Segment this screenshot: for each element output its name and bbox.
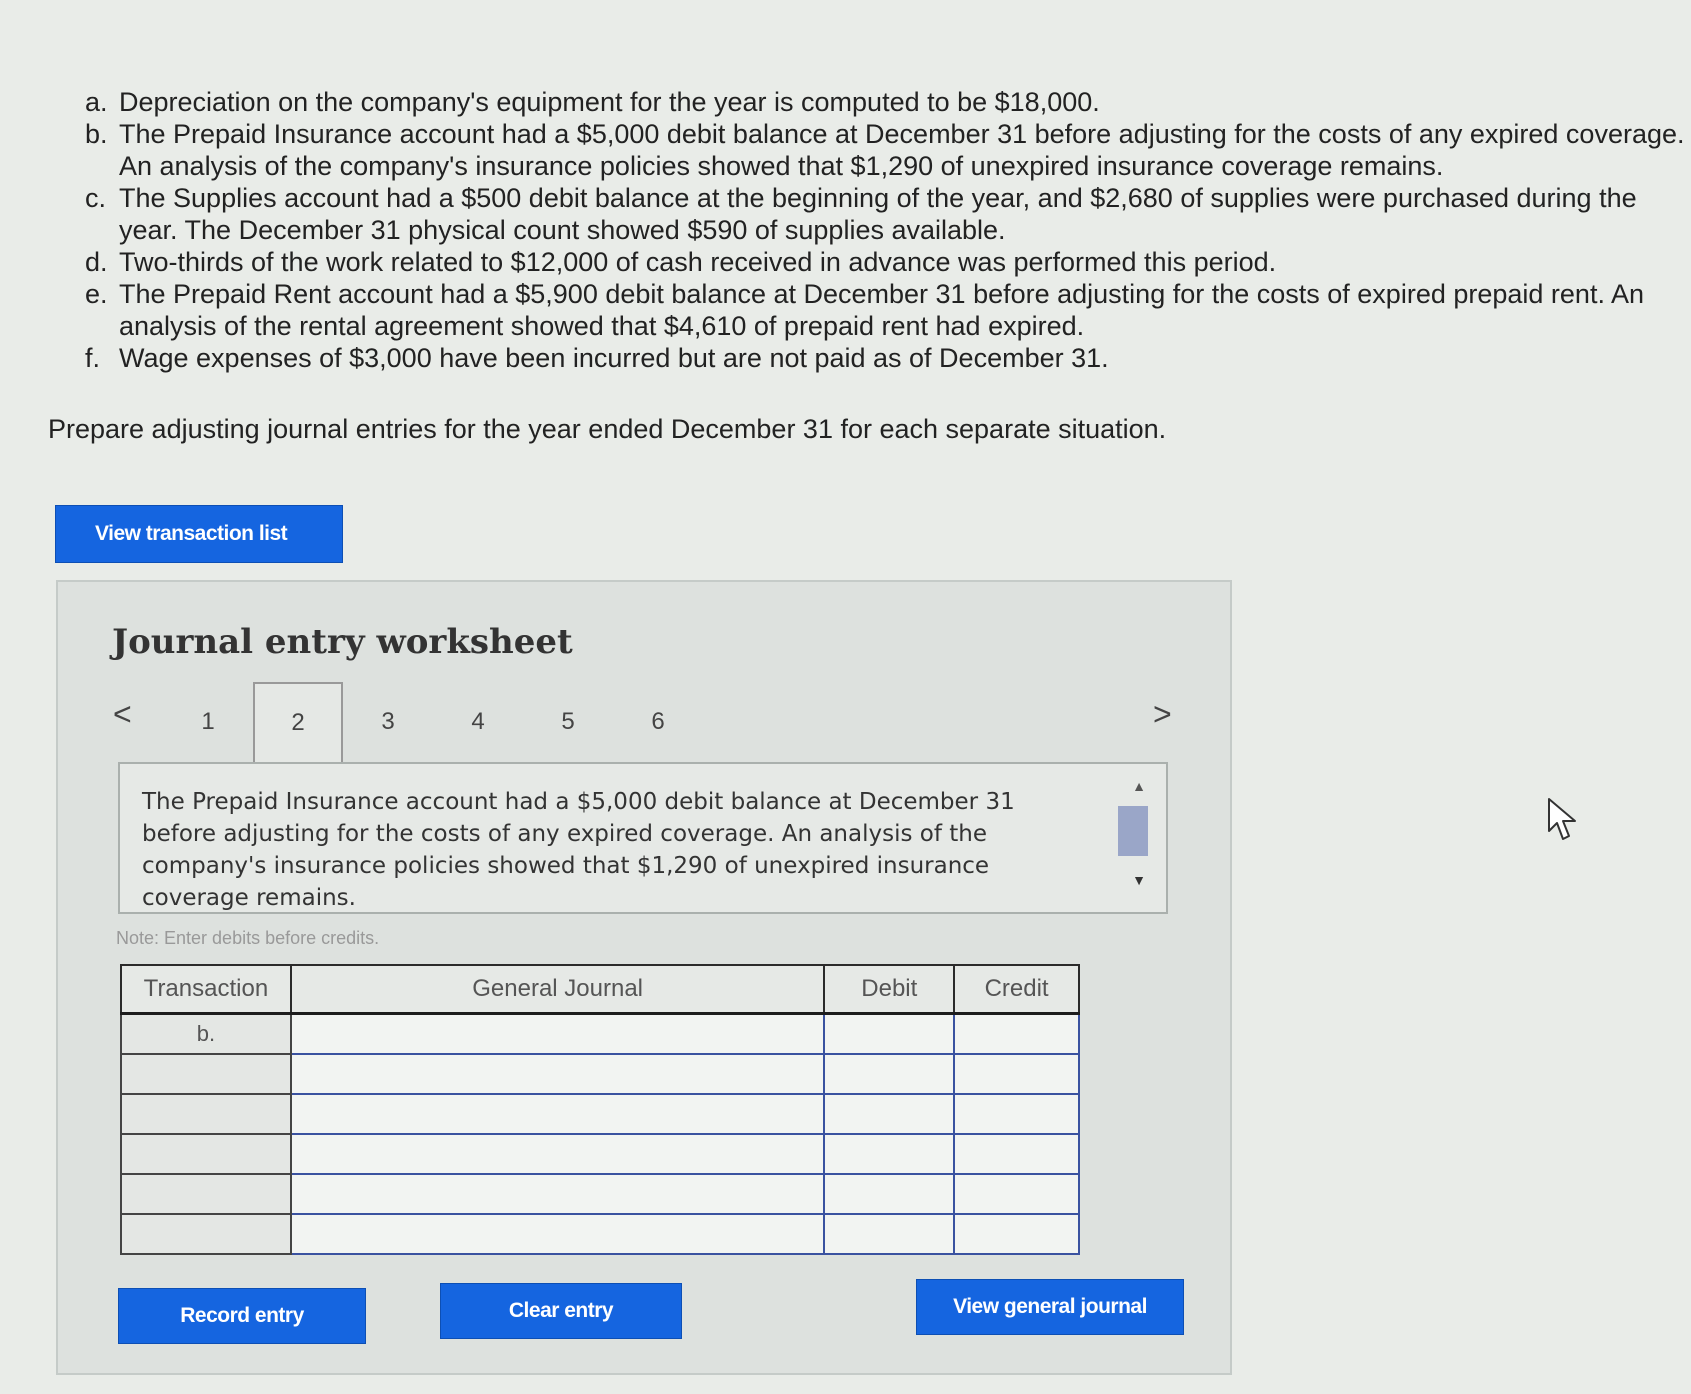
problem-item xyxy=(85,118,1685,182)
transaction-cell xyxy=(121,1134,291,1174)
scroll-up-icon[interactable]: ▲ xyxy=(1132,778,1146,794)
account-input[interactable] xyxy=(291,1094,825,1134)
tab-6[interactable]: 6 xyxy=(651,708,665,735)
table-row xyxy=(121,1094,1079,1134)
credit-input[interactable] xyxy=(954,1094,1079,1134)
worksheet-nav xyxy=(113,682,1233,762)
transaction-cell xyxy=(121,1054,291,1094)
account-input[interactable] xyxy=(291,1054,825,1094)
problem-text: The Prepaid Rent account had a $5,900 debit balance at December 31 before adjusting for the costs of expired prepaid rent. An analysis of the rental agreement showed that $4,610 of prepaid rent had expired. xyxy=(119,279,1644,341)
journal-entry-worksheet xyxy=(56,580,1232,1375)
credit-input[interactable] xyxy=(954,1014,1079,1055)
view-transaction-list-button[interactable]: View transaction list xyxy=(55,505,343,563)
transaction-cell xyxy=(121,1094,291,1134)
tab-1[interactable]: 1 xyxy=(201,708,215,735)
transaction-cell: b. xyxy=(121,1014,291,1055)
problem-item xyxy=(85,278,1685,342)
debit-input[interactable] xyxy=(824,1174,954,1214)
instruction: Prepare adjusting journal entries for the year ended December 31 for each separate situation. xyxy=(48,414,1167,444)
clear-entry-button[interactable]: Clear entry xyxy=(440,1283,682,1339)
debit-input[interactable] xyxy=(824,1134,954,1174)
transaction-description: The Prepaid Insurance account had a $5,000 debit balance at December 31 before adjusting for the costs of any expired coverage. An analysis of the company's insurance policies showed that $1,290 of unexpired insurance coverage remains. xyxy=(142,789,1015,911)
tab-2[interactable]: 2 xyxy=(253,682,343,762)
credit-input[interactable] xyxy=(954,1054,1079,1094)
table-row xyxy=(121,1014,1079,1055)
account-input[interactable] xyxy=(291,1134,825,1174)
transaction-description-box xyxy=(118,762,1168,914)
transaction-cell xyxy=(121,1214,291,1254)
problem-list xyxy=(85,86,1685,374)
problem-text: The Prepaid Insurance account had a $5,000 debit balance at December 31 before adjusting for the costs of any expired coverage. An analysis of the company's insurance policies showed that $1,290 of unexpired insurance coverage remains. xyxy=(119,119,1685,181)
account-input[interactable] xyxy=(291,1174,825,1214)
debit-input[interactable] xyxy=(824,1014,954,1055)
table-row xyxy=(121,1134,1079,1174)
general-journal-header: General Journal xyxy=(291,965,825,1014)
journal-table xyxy=(120,964,1080,1255)
table-row xyxy=(121,1054,1079,1094)
table-row xyxy=(121,1174,1079,1214)
scroll-down-icon[interactable]: ▼ xyxy=(1132,872,1146,888)
credit-input[interactable] xyxy=(954,1174,1079,1214)
tab-4[interactable]: 4 xyxy=(471,708,485,735)
debit-input[interactable] xyxy=(824,1094,954,1134)
problem-letter: e. xyxy=(85,279,108,309)
record-entry-button[interactable]: Record entry xyxy=(118,1288,366,1344)
problem-item xyxy=(85,86,1685,118)
problem-letter: c. xyxy=(85,183,107,213)
account-input[interactable] xyxy=(291,1214,825,1254)
problem-text: Depreciation on the company's equipment for the year is computed to be $18,000. xyxy=(119,87,1100,117)
problem-text: Two-thirds of the work related to $12,000 of cash received in advance was performed this period. xyxy=(119,247,1277,277)
debit-input[interactable] xyxy=(824,1214,954,1254)
scrollbar-thumb[interactable] xyxy=(1118,806,1148,856)
problem-letter: b. xyxy=(85,119,108,149)
transaction-cell xyxy=(121,1174,291,1214)
problem-letter: d. xyxy=(85,247,108,277)
problem-letter: a. xyxy=(85,87,108,117)
next-arrow-icon[interactable]: > xyxy=(1153,696,1172,732)
tab-3[interactable]: 3 xyxy=(381,708,395,735)
mouse-pointer-icon xyxy=(1545,795,1585,845)
tab-5[interactable]: 5 xyxy=(561,708,575,735)
prev-arrow-icon[interactable]: < xyxy=(113,696,132,732)
credit-header: Credit xyxy=(954,965,1079,1014)
table-row xyxy=(121,1214,1079,1254)
problem-letter: f. xyxy=(85,343,101,373)
note-text: Note: Enter debits before credits. xyxy=(116,928,380,948)
debit-header: Debit xyxy=(824,965,954,1014)
journal-header-row xyxy=(121,965,1079,1014)
worksheet-title: Journal entry worksheet xyxy=(112,622,573,662)
problem-text: The Supplies account had a $500 debit balance at the beginning of the year, and $2,680 of supplies were purchased during the year. The December 31 physical count showed $590 of supplies available. xyxy=(119,183,1637,245)
problem-text: Wage expenses of $3,000 have been incurred but are not paid as of December 31. xyxy=(119,343,1109,373)
problem-item xyxy=(85,342,1685,374)
credit-input[interactable] xyxy=(954,1134,1079,1174)
view-general-journal-button[interactable]: View general journal xyxy=(916,1279,1184,1335)
problem-item xyxy=(85,182,1685,246)
debit-input[interactable] xyxy=(824,1054,954,1094)
transaction-header: Transaction xyxy=(121,965,291,1014)
credit-input[interactable] xyxy=(954,1214,1079,1254)
problem-item xyxy=(85,246,1685,278)
account-input[interactable] xyxy=(291,1014,825,1055)
